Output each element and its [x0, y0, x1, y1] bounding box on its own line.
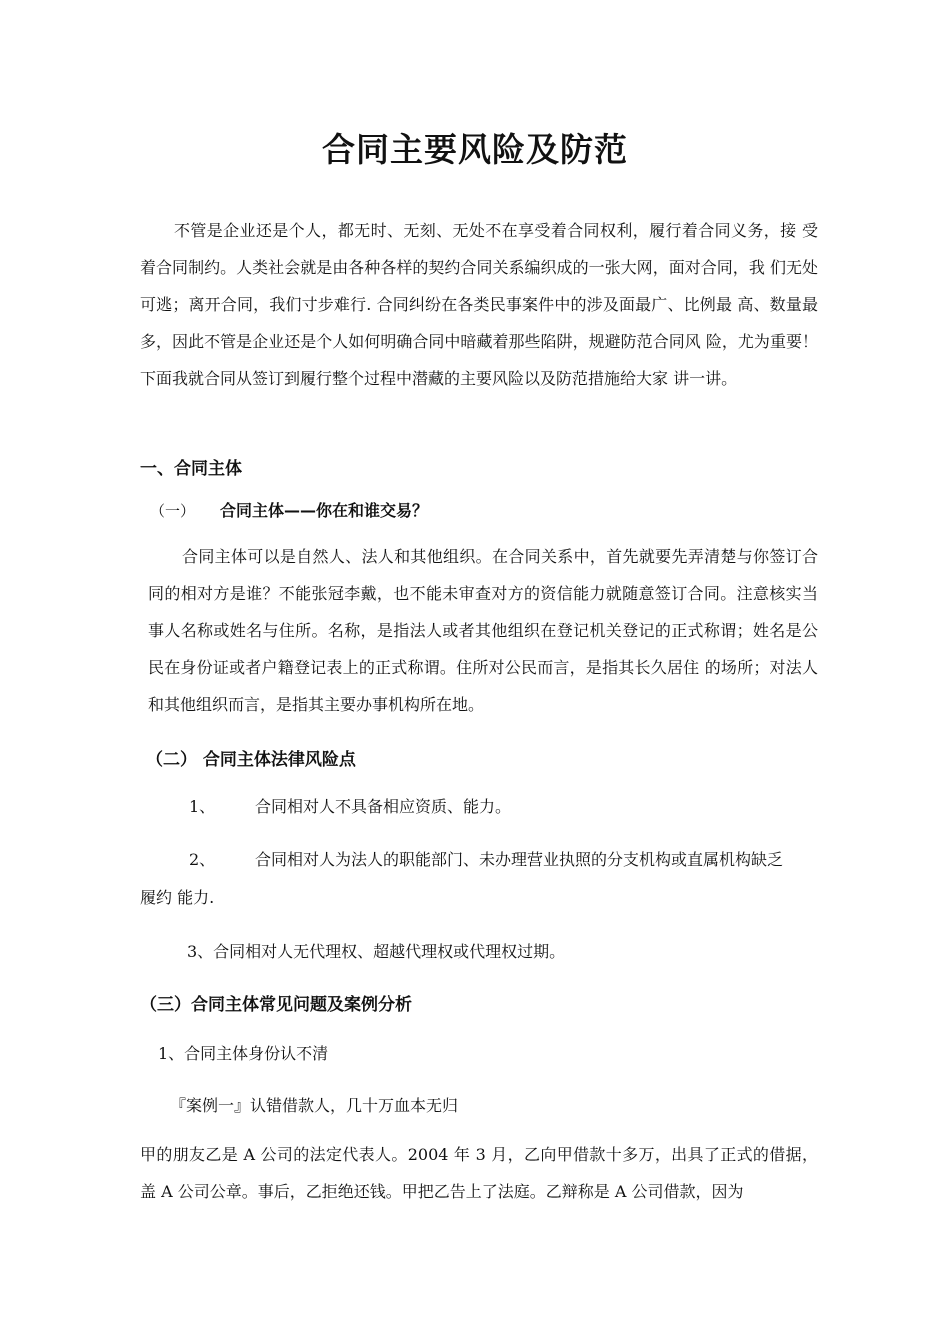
subsection-number-1: （一） — [150, 502, 196, 520]
subject-paragraph: 合同主体可以是自然人、法人和其他组织。在合同关系中，首先就要先弄清楚与你签订合同的相对方是谁？不能张冠李戴，也不能未审查对方的资信能力就随意签订合同。注意核实当事人名称或姓名与住所。名称，是指法人或者其他组织在登记机关登记的正式称谓；姓名是公民在身份证或者户籍登记表上的正式称谓。住所对公民而言，是指其长久居住 的场所；对法人和其他组织而言，是指其主要办事机构所在地。 — [148, 547, 818, 714]
intro-paragraph: 不管是企业还是个人，都无时、无刻、无处不在享受着合同权利，履行着合同义务，接 受着合同制约。人类社会就是由各种各样的契约合同关系编织成的一张大网，面对合同，我 们无处可逃；离开合同，我们寸步难行. 合同纠纷在各类民事案件中的涉及面最广、比例最 高、数量最多，因此不管是企业还是个人如何明确合同中暗藏着那些陷阱，规避防范合同风 险，尤为重要！下面我就合同从签订到履行整个过程中潜藏的主要风险以及防范措施给大家 讲一讲。 — [140, 221, 818, 388]
issue-item-1: 1、合同主体身份认不清 — [158, 1044, 329, 1063]
subsection-heading-3: （三）合同主体常见问题及案例分析 — [140, 995, 412, 1015]
risk-item-text: 合同相对人为法人的职能部门、未办理营业执照的分支机构或直属机构缺乏 — [255, 850, 784, 869]
risk-item-1 — [189, 795, 511, 819]
case-paragraph: 甲的朋友乙是 A 公司的法定代表人。2004 年 3 月，乙向甲借款十多万，出具了正式的借据， 盖 A 公司公章。事后，乙拒绝还钱。甲把乙告上了法庭。乙辩称是 A 公司借款，因为 — [140, 1145, 818, 1201]
risk-item-2 — [189, 848, 783, 872]
risk-item-text: 合同相对人不具备相应资质、能力。 — [255, 797, 512, 816]
risk-item-number: 2、 — [189, 850, 216, 869]
subsection-title-1: 合同主体——你在和谁交易？ — [220, 501, 429, 520]
subsection-heading-2: （二） 合同主体法律风险点 — [146, 750, 356, 770]
risk-item-3: 3、合同相对人无代理权、超越代理权或代理权过期。 — [187, 942, 566, 961]
risk-item-number: 1、 — [189, 797, 216, 816]
document-title: 合同主要风险及防范 — [322, 130, 628, 169]
risk-item-2-continuation: 履约 能力. — [140, 888, 215, 907]
case-title: 『案例一』认错借款人，几十万血本无归 — [170, 1096, 459, 1115]
section-heading-subject: 一、合同主体 — [140, 459, 242, 479]
subsection-heading-1 — [150, 499, 428, 523]
